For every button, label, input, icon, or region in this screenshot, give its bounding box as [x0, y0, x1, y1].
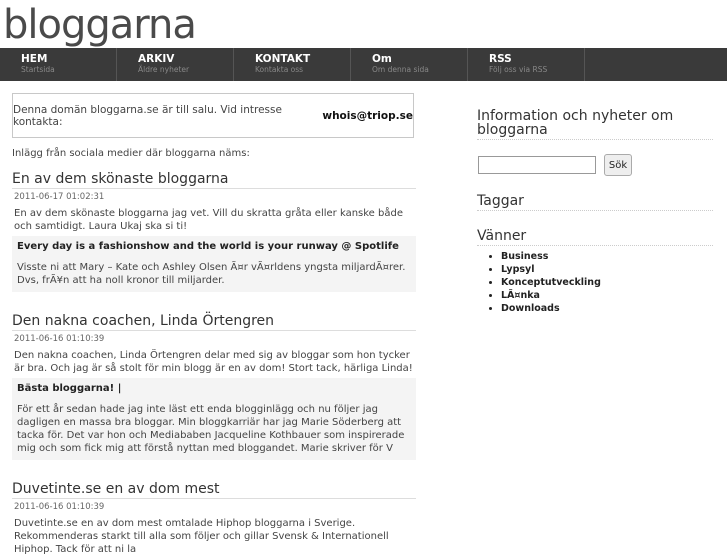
friend-link-konceptutveckling[interactable]: • Konceptutveckling [501, 276, 601, 289]
quote-title[interactable]: Bästa bloggarna! | [17, 383, 122, 394]
nav-label: Om [372, 53, 392, 65]
intro-text: Inlägg från sociala medier där bloggarna näms: [12, 148, 250, 159]
contact-email[interactable]: whois@triop.se [322, 109, 413, 122]
nav-item-kontakt[interactable] [234, 48, 351, 81]
nav-item-om[interactable] [351, 48, 468, 81]
sidebar-tags-title: Taggar [477, 194, 713, 211]
post-excerpt: En av dem skönaste bloggarna jag vet. Vill du skratta gråta eller kanske både och samtidigt. Laura Ukaj ska si ti! [14, 208, 403, 232]
sidebar-info-title: Information och nyheter om bloggarna [477, 109, 713, 140]
nav-item-rss[interactable] [468, 48, 585, 81]
nav-label: RSS [489, 53, 512, 65]
nav-label: KONTAKT [255, 53, 311, 65]
post-title[interactable]: Duvetinte.se en av dom mest [12, 481, 416, 499]
post-quote [12, 236, 416, 292]
quote-text: Visste ni att Mary – Kate och Ashley Olsen Ã¤r vÃ¤rldens yngsta miljardÃ¤rer. Dvs, frÃ¥n att ha noll kronor till miljarder. [17, 262, 406, 286]
post-date: 2011-06-16 01:10:39 [14, 502, 105, 512]
quote-title[interactable]: Every day is a fashionshow and the world is your runway @ Spotlife [17, 241, 399, 252]
post-date: 2011-06-16 01:10:39 [14, 334, 105, 344]
post-excerpt: Duvetinte.se en av dom mest omtalade Hiphop bloggarna i Sverige. Rekommenderas starkt till alla som följer och gillar Svensk & Internationell Hiphop. Tack för att ni la [14, 518, 389, 555]
nav-sublabel: Om denna sida [372, 65, 429, 74]
nav-sublabel: Följ oss via RSS [489, 65, 548, 74]
nav-sublabel: Äldre nyheter [138, 65, 190, 74]
post-date: 2011-06-17 01:02:31 [14, 192, 105, 202]
friend-link-lanka[interactable]: • LÃ¤nka [501, 289, 601, 302]
site-logo[interactable]: bloggarna [3, 2, 196, 48]
nav-sublabel: Kontakta oss [255, 65, 304, 74]
search-input[interactable] [478, 156, 596, 174]
friend-link-business[interactable]: • Business [501, 250, 601, 263]
post-title[interactable]: Den nakna coachen, Linda Örtengren [12, 313, 416, 331]
nav-label: ARKIV [138, 53, 175, 65]
friend-link-downloads[interactable]: • Downloads [501, 302, 601, 315]
nav-item-arkiv[interactable] [117, 48, 234, 81]
post-quote [12, 378, 416, 460]
post-title[interactable]: En av dem skönaste bloggarna [12, 171, 416, 189]
search-button[interactable]: Sök [604, 154, 632, 176]
notice-text: Denna domän bloggarna.se är till salu. Vid intresse kontakta: [13, 103, 282, 128]
main-nav [0, 48, 727, 81]
nav-sublabel: Startsida [21, 65, 55, 74]
quote-text: För ett år sedan hade jag inte läst ett enda blogginlägg och nu följer jag dagligen en massa bra bloggar. Min bloggkarriär har jag Marie Söderberg att tacka för. Det var hon och Mediababen Jacqueline Kothbauer som inspirerade mig och som fick mig att förstå nyttan med bloggandet. Marie skriver för V [17, 404, 405, 454]
nav-item-hem[interactable] [0, 48, 117, 81]
post-excerpt: Den nakna coachen, Linda Örtengren delar med sig av bloggar som hon tycker är bra. Och jag är så stolt för min blogg är en av dom! Stort tack, härliga Linda! [14, 350, 413, 374]
friend-link-lypsyl[interactable]: • Lypsyl [501, 263, 601, 276]
nav-label: HEM [21, 53, 48, 65]
sidebar-friends-title: Vänner [477, 229, 713, 246]
domain-sale-notice [12, 93, 414, 138]
friends-list [487, 250, 601, 315]
